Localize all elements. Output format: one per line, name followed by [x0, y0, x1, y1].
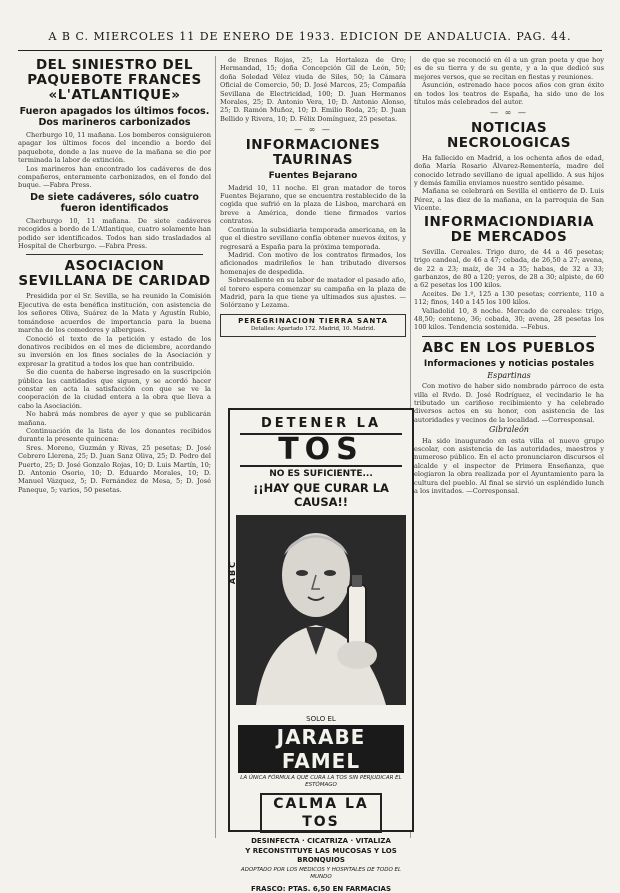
divider [422, 336, 596, 337]
peregrinacion-title: PEREGRINACION TIERRA SANTA [238, 316, 388, 325]
subhead-fuentes-bejarano: Fuentes Bejarano [268, 170, 358, 181]
doctor-portrait-illustration [236, 515, 406, 705]
article-paragraph: Cherburgo 10, 11 mañana. De siete cadáveres recogidos a bordo de L'Atlantique, cuatro solamente han podido ser identificados. Todos han sido trasladados al Hospital de Cherburgo. —Fabra Press. [18, 216, 211, 251]
article-paragraph: Madrid. Con motivo de los contratos firmados, los aficionados madrileños le han tributado diversos homenajes de despedida. [220, 250, 406, 276]
article-paragraph: Conoció el texto de la petición y estado de los donativos recibidos en el mes de diciembre, acordando su inversión en los fines sociales de la Asociación y expresar la gratitud a todos los que han contribuido. [18, 334, 211, 368]
town-espartinas: Espartinas [487, 370, 531, 380]
article-paragraph: Madrid 10, 11 noche. El gran matador de toros Fuentes Bejarano, que se encuentra restablecido de la cogida que sufrió en la plaza de Lisboa, marchará en breve a América, donde tiene firmados varios contratos. [220, 183, 406, 226]
subhead-focos: Fueron apagados los últimos focos. Dos marineros carbonizados [19, 106, 210, 128]
column-3 [414, 56, 604, 838]
ad-price: FRASCO: PTAS. 6,50 EN FARMACIAS [250, 885, 392, 893]
header-rule [18, 50, 602, 51]
article-paragraph: de que se reconoció en él a un gran poeta y que hoy es de su tierra y de su gente, y a la que dedicó sus mejores versos, que se recitan en fiestas y reuniones. [414, 56, 604, 81]
subhead-noticias-postales: Informaciones y noticias postales [423, 358, 595, 369]
article-paragraph: Asunción, estrenado hace pocos años con gran éxito en todos los teatros de España, ha sido uno de los títulos más celebrados del autor. [414, 81, 604, 107]
article-paragraph: Los marineros han encontrado los cadáveres de dos compañeros, enteramente carbonizados, en el fondo del buque. —Fabra Press. [18, 164, 211, 190]
town-gibraleon: Gibraleón [489, 425, 529, 435]
article-paragraph: Con motivo de haber sido nombrado párroco de esta villa el Rvdo. D. José Rodríguez, el vecindario le ha tributado un cariñoso recibimiento y ha celebrado diversos actos en su honor, con asistencia de las autoridades y vecinos de la localidad. —Corresponsal. [414, 382, 604, 424]
article-paragraph: Valladolid 10, 8 noche. Mercado de cereales: trigo, 48,50; centeno, 36; cebada, 30; avena, 28 pesetas los 100 kilos. Tendencia sostenida. —Febus. [414, 306, 604, 332]
article-paragraph: Sres. Moreno, Guzmán y Rivas, 25 pesetas; D. José Cebrero Llerena, 25; D. Juan Sanz Oliva, 25; D. Pedro del Puerto, 25; D. José Gonzalo Rojas, 10; D. Luis Martín, 10; D. Antonio Osorio, 10; D. Eduardo Morales, 10; D. Manuel Vázquez, 5; D. Fernández de Mesa, 5; D. José Paneque, 5; varios, 50 pesetas. [18, 443, 211, 494]
article-paragraph: Presidida por el Sr. Sevilla, se ha reunido la Comisión Ejecutiva de esta benéfica institución, con asistencia de los señores Oliva, Suárez de la Mata y Agustín Rubio, tomándose acuerdos de importancia para la buena marcha de los comedores y albergues. [18, 292, 211, 335]
peregrinacion-ad [220, 314, 406, 337]
headline-asociacion: ASOCIACION SEVILLANA DE CARIDAD [18, 258, 211, 290]
ad-no-suficiente: NO ES SUFICIENTE... [269, 469, 373, 479]
ornament: — ∞ — [490, 108, 528, 118]
ad-brand: JARABE FAMEL [238, 725, 404, 773]
article-paragraph: Continuación de la lista de los donantes recibidos durante la presente quincena: [18, 426, 211, 444]
ad-detener: DETENER LA [260, 416, 382, 431]
ad-solo-el: SOLO EL [306, 715, 336, 723]
ad-endorsement: ADOPTADO POR LOS MEDICOS Y HOSPITALES DE TODO EL MUNDO [240, 867, 402, 880]
article-paragraph: No habrá más nombres de ayer y que se publicarán mañana. [18, 410, 211, 427]
article-paragraph: Continúa la subsidiaria temporada americana, en la que el diestro sevillano confía obtener nuevos éxitos, y regresará a España para la próxima temporada. [220, 225, 406, 251]
ad-tagline: LA ÚNICA FÓRMULA QUE CURA LA TOS SIN PERJUDICAR EL ESTÓMAGO [240, 775, 402, 788]
article-paragraph: Se dio cuenta de haberse ingresado en la suscripción pública las cantidades que siguen, y se acordó hacer constar en acta la satisfacción con que se ve la cooperación de la ciudad entera a la obra que lleva a cabo la Asociación. [18, 368, 211, 410]
divider [26, 254, 203, 255]
ad-calma-tos: CALMA LA TOS [260, 793, 382, 833]
article-paragraph: Aceites. De 1.º, 125 a 130 pesetas; corriente, 110 a 112; finos, 140 a 145 los 100 kilos. [414, 289, 604, 307]
ad-benefits: DESINFECTA · CICATRIZA · VITALIZA [251, 837, 391, 845]
article-paragraph: Ha fallecido en Madrid, a los ochenta años de edad, doña María Rosario Álvarez-Rementería, madre del conocido letrado sevillano de igual apellido. A sus hijos y demás familia enviamos nuestro sentido pésame. [414, 153, 604, 188]
article-paragraph: Sobresaliente en su labor de matador el pasado año, el torero espera comenzar su campaña en la plaza de Madrid, para la que tiene ya ultimados sus ajustes. —Solórzano y Lezama. [220, 276, 406, 310]
peregrinacion-details: Detalles: Apartado 172. Madrid, 10. Madrid. [250, 326, 376, 333]
column-1 [18, 56, 211, 838]
ad-benefits-2: Y RECONSTITUYE LAS MUCOSAS Y LOS BRONQUIOS [245, 847, 397, 864]
page-header: A B C. MIERCOLES 11 DE ENERO DE 1933. EDICION DE ANDALUCIA. PAG. 44. [48, 30, 572, 43]
ad-tos: TOS [240, 433, 402, 467]
article-paragraph: de Brenes Rojas, 25; La Hortaleza de Oro; Hermandad, 15; doña Concepción Gil de León, 50; doña Soledad Vélez viuda de Siles, 50; la Cámara Oficial de Comercio, 50; D. José Marcos, 25; Compañía Sevillana de Electricidad, 100; D. Juan Hermanos Morales, 25; D. Antonio Vera, 10; D. Antonio Alonso, 25; D. Ramón Muñoz, 10; D. Emilio Roda, 25; D. Juan Bellido y Rivera, 10; D. Félix Domínguez, 25 pesetas. [220, 56, 406, 123]
ornament: — ∞ — [294, 125, 332, 135]
headline-taurinas: INFORMACIONES TAURINAS [245, 136, 381, 168]
article-paragraph: Ha sido inaugurado en esta villa el nuevo grupo escolar, con asistencia de las autoridades, maestros y numeroso público. En el acto pronunciaron discursos el alcalde y el inspector de Primera Enseñanza, que elogiaron la obra realizada por el Ayuntamiento para la cultura del pueblo. Al final se sirvió un espléndido lunch a los invitados. —Corresponsal. [414, 436, 604, 496]
ad-vertical-watermark: ABC [228, 560, 237, 585]
article-paragraph: Sevilla. Cereales. Trigo duro, de 44 a 46 pesetas; trigo candeal, de 46 a 47; cebada, de 26,50 a 27; avena, de 22 a 23; maíz, de 34 a 35; habas, de 32 a 33; garbanzos, de 80 a 120; yeros, de 28 a 30; alpiste, de 60 a 62 pesetas los 100 kilos. [414, 247, 604, 290]
headline-abc-pueblos: ABC EN LOS PUEBLOS [422, 339, 596, 356]
ad-curar-causa: ¡¡HAY QUE CURAR LA CAUSA!! [253, 481, 389, 509]
article-paragraph: Cherburgo 10, 11 mañana. Los bomberos consiguieron apagar los últimos focos del incendio a bordo del paquebote, donde a las nueve de la mañana se dio por terminada la labor de extinción. [18, 131, 211, 165]
article-paragraph: Mañana se celebrará en Sevilla el entierro de D. Luis Pérez, a las diez de la mañana, en la parroquia de San Vicente. [414, 187, 604, 213]
headline-necrologicas: NOTICIAS NECROLOGICAS [446, 119, 572, 151]
jarabe-famel-ad [228, 408, 414, 893]
headline-mercados: INFORMACIONDIARIA DE MERCADOS [423, 213, 595, 245]
subhead-cadaveres: De siete cadáveres, sólo cuatro fueron identificados [30, 191, 199, 214]
column-divider [215, 56, 216, 838]
headline-atlantique: DEL SINIESTRO DEL PAQUEBOTE FRANCES «L'ATLANTIQUE» [27, 57, 202, 103]
